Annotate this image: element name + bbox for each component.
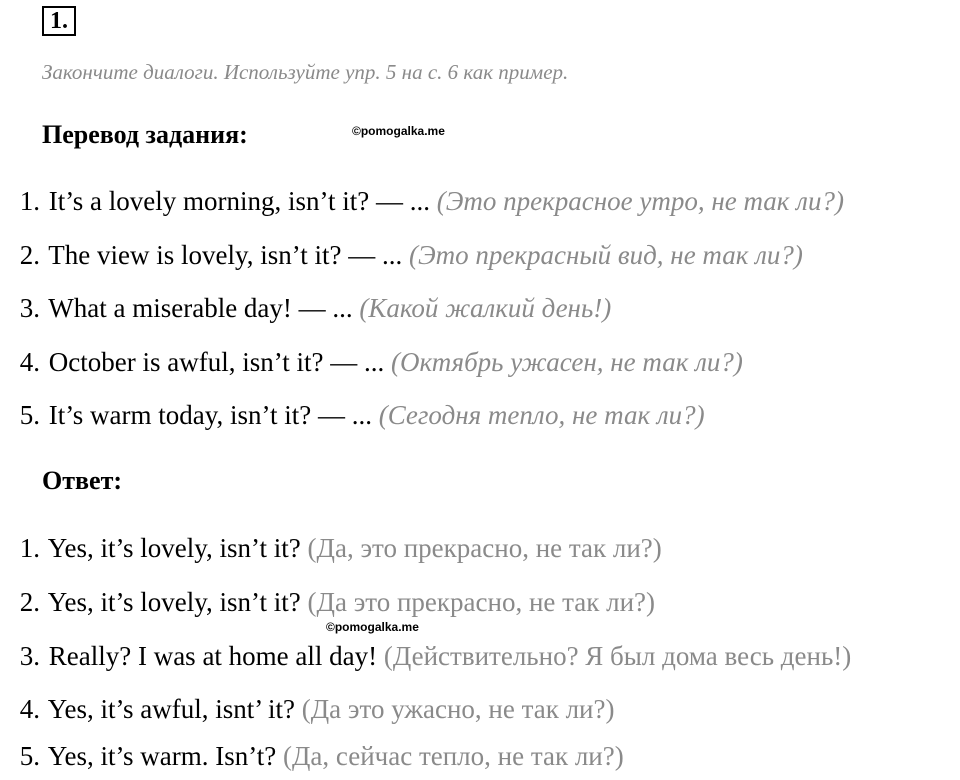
answer-line-3: [0, 641, 851, 672]
answer-line-text: Yes, it’s warm. Isn’t?: [47, 741, 277, 771]
answer-heading: Ответ:: [42, 466, 123, 495]
task-line-text: It’s warm today, isn’t it? — ...: [48, 400, 372, 430]
answer-line-number: 2.: [19, 587, 40, 617]
task-line-3: [0, 293, 611, 324]
answer-line-2: [0, 587, 655, 618]
translation-heading: Перевод задания:: [42, 120, 248, 149]
answer-line-translation: (Действительно? Я был дома весь день!): [383, 641, 852, 671]
answer-line-text: Really? I was at home all day!: [48, 641, 378, 671]
answer-line-5: [0, 741, 624, 772]
answer-line-text: Yes, it’s lovely, isn’t it?: [47, 533, 301, 563]
task-line-number: 3.: [19, 293, 40, 323]
task-instruction: Закончите диалоги. Используйте упр. 5 на с. 6 как пример.: [42, 60, 569, 84]
task-line-4: [0, 347, 743, 378]
answer-line-translation: (Да, это прекрасно, не так ли?): [307, 533, 662, 563]
task-line-translation: (Сегодня тепло, не так ли?): [378, 400, 705, 430]
task-line-translation: (Это прекрасный вид, не так ли?): [408, 240, 803, 270]
task-line-number: 1.: [19, 186, 40, 216]
watermark-top: ©pomogalka.me: [352, 124, 445, 138]
task-line-translation: (Это прекрасное утро, не так ли?): [436, 186, 844, 216]
answer-line-text: Yes, it’s awful, isnt’ it?: [47, 694, 296, 724]
answer-line-4: [0, 694, 614, 725]
task-line-text: October is awful, isn’t it? — ...: [48, 347, 385, 377]
task-line-text: The view is lovely, isn’t it? — ...: [48, 240, 403, 270]
answer-line-number: 5.: [19, 741, 40, 771]
task-line-number: 5.: [19, 400, 40, 430]
task-line-number: 2.: [19, 240, 40, 270]
task-number: 1.: [42, 6, 76, 36]
task-line-2: [0, 240, 803, 271]
answer-line-1: [0, 533, 662, 564]
task-line-text: It’s a lovely morning, isn’t it? — ...: [48, 186, 430, 216]
answer-line-translation: (Да это прекрасно, не так ли?): [307, 587, 656, 617]
task-line-1: [0, 186, 844, 217]
answer-line-number: 4.: [19, 694, 40, 724]
answer-line-translation: (Да, сейчас тепло, не так ли?): [283, 741, 624, 771]
answer-line-number: 3.: [19, 641, 40, 671]
task-line-translation: (Октябрь ужасен, не так ли?): [390, 347, 743, 377]
watermark-bottom: ©pomogalka.me: [326, 620, 419, 634]
task-line-number: 4.: [19, 347, 40, 377]
answer-line-text: Yes, it’s lovely, isn’t it?: [47, 587, 301, 617]
task-line-translation: (Какой жалкий день!): [359, 293, 612, 323]
answer-line-number: 1.: [19, 533, 40, 563]
task-line-5: [0, 400, 705, 431]
answer-line-translation: (Да это ужасно, не так ли?): [301, 694, 615, 724]
task-line-text: What a miserable day! — ...: [48, 293, 353, 323]
